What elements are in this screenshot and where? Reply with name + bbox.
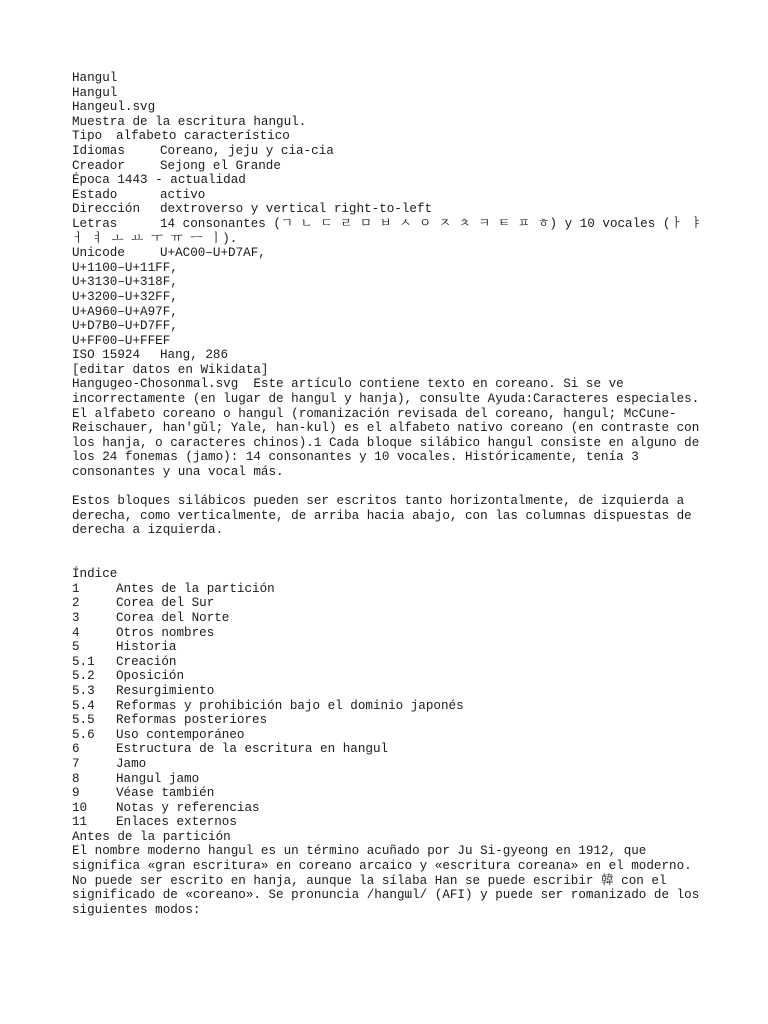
infobox-value: Hang, 286 (160, 348, 229, 363)
toc-item-number: 6 (72, 742, 80, 757)
toc-item[interactable] (72, 684, 712, 699)
toc-heading: Índice (72, 567, 118, 582)
toc-item-number: 5.2 (72, 669, 95, 684)
toc-item-number: 4 (72, 625, 80, 640)
toc-item[interactable] (72, 815, 712, 830)
infobox-value: 14 consonantes (ㄱ ㄴ ㄷ ㄹ ㅁ ㅂ ㅅ ㅇ ㅈ ㅊ ㅋ ㅌ ㅍ ㅎ) y 10 vocales (ㅏ ㅑ (160, 216, 703, 231)
image-filename: Hangeul.svg (72, 100, 156, 115)
toc-item-number: 5.6 (72, 727, 95, 742)
infobox-value: 1443 - actualidad (117, 173, 246, 188)
unicode-range: U+FF00–U+FFEF (72, 333, 171, 348)
unicode-range: U+1100–U+11FF, (72, 260, 178, 275)
toc-item-label[interactable]: Estructura de la escritura en hangul (116, 742, 389, 757)
toc-item[interactable] (72, 582, 712, 597)
toc-item-number: 7 (72, 756, 80, 771)
toc-item-number: 1 (72, 581, 80, 596)
infobox-row-epoca (72, 173, 712, 188)
toc-item-label[interactable]: Reformas posteriores (116, 713, 268, 728)
toc-item[interactable] (72, 713, 712, 728)
toc-item[interactable] (72, 757, 712, 772)
toc-item-label[interactable]: Oposición (116, 669, 185, 684)
toc-item-number: 5 (72, 640, 80, 655)
toc-item[interactable] (72, 611, 712, 626)
infobox-key: Época (72, 173, 110, 188)
infobox-value: Sejong el Grande (160, 158, 281, 173)
infobox-row-unicode (72, 246, 712, 261)
toc-item[interactable] (72, 655, 712, 670)
toc-item[interactable] (72, 596, 712, 611)
edit-wikidata-link[interactable]: [editar datos en Wikidata] (72, 362, 269, 377)
section-paragraph: El nombre moderno hangul es un término acuñado por Ju Si-gyeong en 1912, que significa «gran escritura» en coreano arcaico y «escritura coreana» en el moderno. No puede ser escrito en hanja, aunque la sílaba Han se puede escribir 韓 con el significado de «coreano». Se pronuncia /hangɯl/ (AFI) y puede ser romanizado de los siguientes modos: (72, 844, 707, 917)
toc-item-number: 9 (72, 786, 80, 801)
infobox-key: Letras (72, 216, 118, 231)
section-heading: Antes de la partición (72, 829, 231, 844)
infobox-row-direccion (72, 202, 712, 217)
infobox-row-creador (72, 159, 712, 174)
image-caption: Muestra de la escritura hangul. (72, 114, 307, 129)
infobox-row-estado (72, 188, 712, 203)
infobox-key: Estado (72, 187, 118, 202)
unicode-range: U+D7B0–U+D7FF, (72, 319, 178, 334)
toc-item[interactable] (72, 669, 712, 684)
toc-item[interactable] (72, 699, 712, 714)
toc-item[interactable] (72, 728, 712, 743)
toc-item-label[interactable]: Resurgimiento (116, 683, 215, 698)
toc-item-number: 3 (72, 610, 80, 625)
document-page (72, 71, 712, 917)
toc-item-number: 11 (72, 815, 88, 830)
toc-item[interactable] (72, 772, 712, 787)
infobox-row-iso (72, 348, 712, 363)
toc-item[interactable] (72, 742, 712, 757)
infobox-key: Idiomas (72, 143, 125, 158)
infobox-key: Dirección (72, 202, 141, 217)
toc-item-label[interactable]: Véase también (116, 786, 215, 801)
infobox-row-idiomas (72, 144, 712, 159)
infobox-key: Tipo (72, 129, 103, 144)
infobox-key: ISO 15924 (72, 348, 141, 363)
infobox-value: alfabeto característico (116, 129, 290, 144)
unicode-range: U+AC00–U+D7AF, (160, 246, 266, 261)
infobox-key: Creador (72, 158, 125, 173)
toc-item-label[interactable]: Corea del Norte (116, 610, 230, 625)
toc-item[interactable] (72, 640, 712, 655)
infobox-row-tipo (72, 129, 712, 144)
toc-item-label[interactable]: Notas y referencias (116, 800, 260, 815)
unicode-range: U+3130–U+318F, (72, 275, 178, 290)
infobox-value: activo (160, 187, 206, 202)
toc-item-number: 8 (72, 771, 80, 786)
infobox-key: Unicode (72, 246, 125, 261)
toc-item-label[interactable]: Jamo (116, 756, 147, 771)
toc-item-label[interactable]: Hangul jamo (116, 771, 200, 786)
intro-paragraph: Estos bloques silábicos pueden ser escritos tanto horizontalmente, de izquierda a derecha, como verticalmente, de arriba hacia abajo, con las columnas dispuestas de derecha a izquierda. (72, 494, 700, 538)
infobox-value: Coreano, jeju y cia-cia (160, 143, 334, 158)
infobox-row-letras (72, 217, 712, 232)
toc-item[interactable] (72, 626, 712, 641)
toc-item[interactable] (72, 801, 712, 816)
intro-paragraph: Hangugeo-Chosonmal.svg Este artículo contiene texto en coreano. Si se ve incorrectamente (en lugar de hangul y hanja), consulte Ayuda:Caracteres especiales. El alfabeto coreano o hangul (romanización revisada del coreano, hangul; McCune-Reischauer, han'gŭl; Yale, han-kul) es el alfabeto nativo coreano (en contraste con los hanja, o caracteres chinos).1 Cada bloque silábico hangul consiste en alguno de los 24 fonemas (jamo): 14 consonantes y 10 vocales. Históricamente, tenía 3 consonantes y una vocal más. (72, 377, 707, 480)
toc-item-label[interactable]: Historia (116, 640, 177, 655)
toc-item-label[interactable]: Antes de la partición (116, 581, 275, 596)
title-line-repeat: Hangul (72, 85, 118, 100)
toc-item-number: 5.5 (72, 713, 95, 728)
toc-item-number: 10 (72, 800, 88, 815)
unicode-range: U+A960–U+A97F, (72, 304, 178, 319)
unicode-range: U+3200–U+32FF, (72, 289, 178, 304)
toc-item-number: 2 (72, 596, 80, 611)
infobox-value: dextroverso y vertical right-to-left (160, 202, 433, 217)
toc-item-label[interactable]: Creación (116, 654, 177, 669)
toc-item-label[interactable]: Corea del Sur (116, 596, 215, 611)
toc-item-number: 5.3 (72, 683, 95, 698)
toc-item-label[interactable]: Uso contemporáneo (116, 727, 245, 742)
toc-item-number: 5.4 (72, 698, 95, 713)
toc-item-number: 5.1 (72, 654, 95, 669)
toc-list (72, 582, 712, 830)
toc-item-label[interactable]: Reformas y prohibición bajo el dominio japonés (116, 698, 464, 713)
infobox-letras-continuation: ㅓ ㅕ ㅗ ㅛ ㅜ ㅠ ㅡ ㅣ). (72, 231, 238, 246)
title-line: Hangul (72, 71, 118, 85)
toc-item-label[interactable]: Enlaces externos (116, 815, 237, 830)
toc-item[interactable] (72, 786, 712, 801)
toc-item-label[interactable]: Otros nombres (116, 625, 215, 640)
